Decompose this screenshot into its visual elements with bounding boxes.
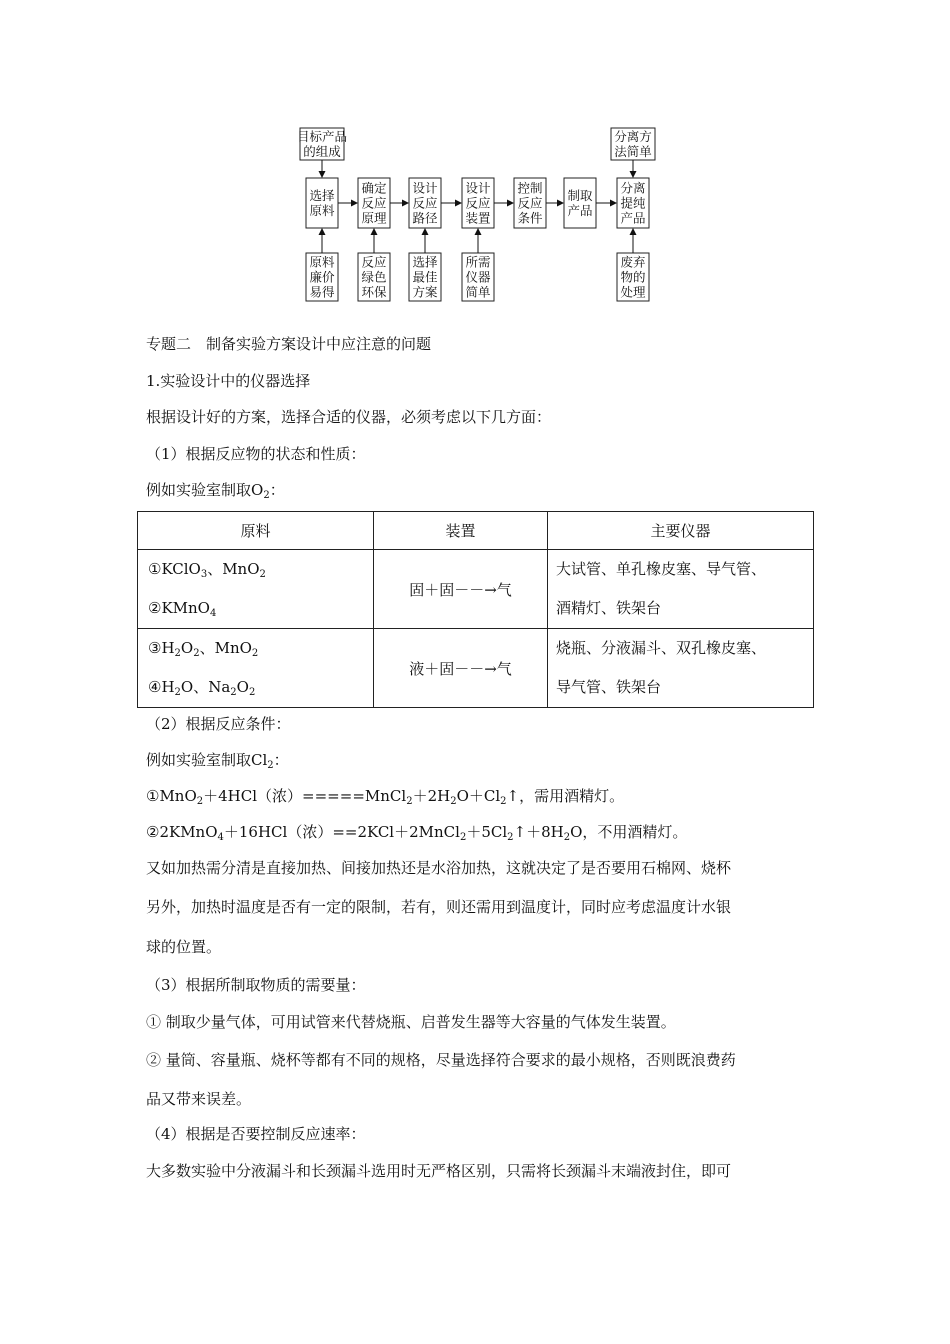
- flow-box-top: [611, 128, 655, 160]
- intro-text: 根据设计好的方案，选择合适的仪器，必须考虑以下几方面：: [146, 408, 552, 426]
- table-cell-instruments: 大试管、单孔橡皮塞、导气管、 酒精灯、铁架台: [548, 550, 814, 629]
- quantity-3: 品又带来误差。: [146, 1090, 252, 1108]
- flow-box-bottom: [358, 253, 390, 301]
- box-label: 废弃: [620, 254, 646, 270]
- example-cl2: 例如实验室制取$Cl_2$：: [146, 751, 289, 771]
- box-label: 路径: [412, 210, 438, 226]
- item-2: （2）根据反应条件：: [146, 715, 291, 733]
- item-4: （4）根据是否要控制反应速率：: [146, 1125, 366, 1143]
- table-row: [138, 629, 814, 708]
- box-label: 反应: [412, 195, 438, 211]
- box-label: 简单: [465, 284, 491, 300]
- box-label: 的组成: [303, 144, 341, 159]
- box-label: 反应: [361, 254, 387, 270]
- box-label: 反应: [361, 195, 387, 211]
- apparatus-table: [137, 511, 814, 708]
- box-label: 原料: [309, 203, 335, 218]
- box-label: 分离: [620, 180, 646, 196]
- box-label: 产品: [620, 210, 646, 226]
- box-label: 选择: [309, 188, 335, 203]
- flow-box-main: [306, 178, 338, 228]
- flow-box-bottom: [462, 253, 494, 301]
- box-label: 绿色: [361, 269, 387, 285]
- box-label: 原料: [309, 254, 335, 270]
- last-text: 大多数实验中分液漏斗和长颈漏斗选用时无严格区别，只需将长颈漏斗末端液封住，即可: [146, 1162, 732, 1180]
- box-label: 选择: [412, 254, 438, 270]
- box-label: 处理: [620, 284, 646, 300]
- quantity-1: ① 制取少量气体，可用试管来代替烧瓶、启普发生器等大容量的气体发生装置。: [146, 1013, 676, 1031]
- flow-box-main: [564, 178, 596, 228]
- box-label: 分离方: [614, 129, 652, 144]
- box-label: 仪器: [465, 269, 491, 285]
- box-label: 方案: [412, 284, 438, 300]
- heating-text-2: 另外，加热时温度是否有一定的限制，若有，则还需用到温度计，同时应考虑温度计水银: [146, 898, 732, 916]
- flow-box-main: [617, 178, 649, 228]
- table-cell-materials: $③H_2O_2$、MnO$_2$ $④H_2O$、$Na_2O_2$: [138, 629, 374, 708]
- box-label: 环保: [361, 284, 387, 300]
- topic-heading: 专题二 制备实验方案设计中应注意的问题: [146, 335, 432, 353]
- table-cell-device: 液＋固－－→气: [374, 629, 548, 708]
- example-o2: 例如实验室制取$O_2$：: [146, 481, 285, 501]
- flow-box-main: [462, 178, 494, 228]
- item-3: （3）根据所制取物质的需要量：: [146, 976, 366, 994]
- box-label: 所需: [465, 254, 491, 270]
- box-label: 法简单: [614, 144, 652, 159]
- box-label: 装置: [465, 210, 491, 226]
- box-label: 设计: [412, 180, 438, 196]
- flow-box-bottom: [617, 253, 649, 301]
- box-label: 控制: [517, 180, 543, 196]
- table-header: 主要仪器: [548, 512, 814, 550]
- table-header-row: [138, 512, 814, 550]
- box-label: 反应: [465, 195, 491, 211]
- flow-box-main: [409, 178, 441, 228]
- heating-text-3: 球的位置。: [146, 938, 222, 956]
- box-label: 易得: [309, 284, 335, 300]
- table-row: [138, 550, 814, 629]
- box-label: 反应: [517, 195, 543, 211]
- box-label: 产品: [567, 203, 593, 218]
- box-label: 物的: [620, 269, 646, 285]
- table-cell-materials: ①KClO$_3$、MnO$_2$ ②KMnO$_4$: [138, 550, 374, 629]
- heating-text-1: 又如加热需分清是直接加热、间接加热还是水浴加热，这就决定了是否要用石棉网、烧杯: [146, 859, 732, 877]
- table-cell-device: 固＋固－－→气: [374, 550, 548, 629]
- box-label: 原理: [361, 210, 387, 226]
- flow-box-bottom: [409, 253, 441, 301]
- flow-diagram-svg: [290, 120, 670, 310]
- quantity-2: ② 量筒、容量瓶、烧杯等都有不同的规格，尽量选择符合要求的最小规格，否则既浪费药: [146, 1051, 736, 1069]
- table-cell-instruments: 烧瓶、分液漏斗、双孔橡皮塞、 导气管、铁架台: [548, 629, 814, 708]
- box-label: 制取: [567, 188, 593, 203]
- box-label: 目标产品: [296, 129, 348, 144]
- equation-1: ①MnO$_2$＋4HCl（浓）$=====MnCl_2+2H_2O+Cl_2↑$，需用酒精灯。: [146, 787, 625, 807]
- equation-2: ②2KMnO$_4$＋16HCl（浓）$==2KCl+2MnCl_2+5Cl_2↑+8H_2O$，不用酒精灯。: [146, 823, 688, 843]
- flow-diagram: [290, 120, 670, 310]
- box-label: 廉价: [309, 269, 335, 285]
- box-label: 最佳: [412, 269, 438, 285]
- flow-box-main: [358, 178, 390, 228]
- flow-box-main: [514, 178, 546, 228]
- box-label: 条件: [517, 210, 543, 226]
- box-label: 设计: [465, 180, 491, 196]
- section-title: 1.实验设计中的仪器选择: [146, 372, 311, 390]
- table-header: 装置: [374, 512, 548, 550]
- item-1: （1）根据反应物的状态和性质：: [146, 445, 366, 463]
- flow-box-top: [297, 128, 347, 160]
- box-label: 提纯: [620, 195, 646, 211]
- flow-box-bottom: [306, 253, 338, 301]
- table-header: 原料: [138, 512, 374, 550]
- box-label: 确定: [361, 180, 387, 196]
